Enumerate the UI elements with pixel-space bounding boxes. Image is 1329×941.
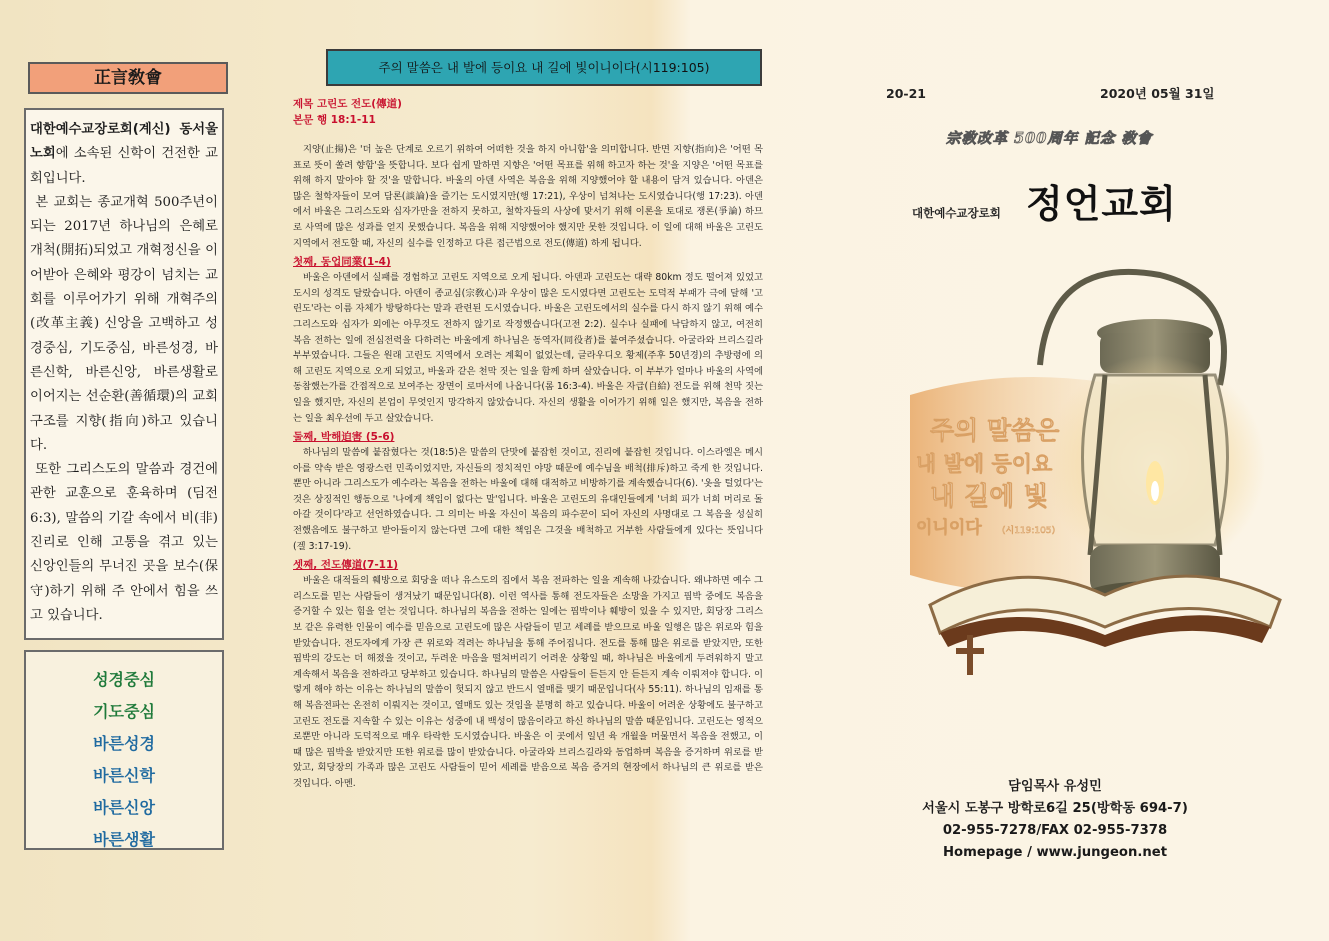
denomination-label: 대한예수교장로회: [912, 206, 1001, 220]
church-hanja-title: 正言敎會: [28, 62, 228, 94]
church-intro-box: [24, 108, 224, 640]
issue-number: 20-21: [886, 86, 926, 101]
core-values-box: [24, 650, 224, 850]
value-item: 바른성경: [93, 734, 155, 754]
anniversary-banner: 宗敎改革 500周年 記念 敎會: [946, 130, 1153, 147]
verse-banner: 주의 말씀은 내 발에 등이요 내 길에 빛이니이다(시119:105): [326, 49, 762, 86]
church-phone: 02-955-7278/FAX 02-955-7378: [942, 823, 1168, 838]
contact-info: [880, 776, 1230, 864]
church-address: 서울시 도봉구 방학로6길 25(방학동 694-7): [922, 801, 1188, 816]
art-verse-ref: (시119:105): [1002, 526, 1056, 536]
lantern-bible-illustration: [890, 255, 1320, 685]
sermon-text-reference: 본문 행 18:1-11: [293, 114, 376, 126]
section-body: 하나님의 말씀에 붙잡혔다는 것(18:5)은 말씀의 단맛에 붙잡힌 것이고, 진리에 붙잡힌 것입니다. 이스라엘은 메시아를 약속 받은 영광스런 민족이었지만, 자신들의 정치적인 야망 때문에 예수님을 배척(排斥)하고 죽게 한 것입니다. 뿐만 아니라 그리스도가 예수라는 복음을 전하는 바울에 대해 대적하고 비방하기를 계속했습니다(6). '옷을 털었다'는 것은 상징적인 행동으로 '나에게 책임이 없다는 말'입니다. 바울은 고린도의 유대인들에게 '너희 피가 너희 머리로 돌아갈 것이다'라고 선언하였습니다. 그 의미는 바울 자신이 복음의 파수꾼이 되어 자신의 사명대로 그 복음을 성실히 전했음에도 불구하고 받아들이지 않는다면 그에 대한 책임은 그것을 배척하고 거부한 사람들에게 있다는 뜻입니다(겔 3:17-19).: [293, 447, 763, 552]
church-name: 정언교회: [1026, 182, 1177, 226]
value-item: 바른생활: [93, 830, 155, 850]
art-verse-line-4: 이니이다: [916, 518, 982, 538]
intro-paragraph-3: 또한 그리스도의 말씀과 경건에 관한 교훈으로 훈육하며 (딤전 6:3), 말씀의 기갈 속에서 비(非) 진리로 인해 고통을 겪고 있는 신앙인들의 무너진 곳을 보수(保守)하기 위해 주 안에서 힘을 쓰고 있습니다.: [30, 462, 218, 623]
intro-paragraph-1: 대한예수교장로회(계신) 동서울 노회에 소속된 신학이 건전한 교회입니다.: [30, 122, 218, 186]
value-item: 성경중심: [93, 670, 155, 690]
section-heading: 셋째, 전도傳道(7-11): [293, 559, 399, 572]
art-verse-line-2: 내 발에 등이요: [916, 452, 1053, 476]
sermon-title: 제목 고린도 전도(傳道): [293, 98, 402, 110]
value-item: 기도중심: [93, 702, 155, 722]
sermon-intro: 지양(止揚)은 '더 높은 단계로 오르기 위하여 어떠한 것을 하지 아니함'을 의미합니다. 반면 지향(指向)은 '어떤 목표로 뜻이 쏠려 향함'을 뜻합니다. 보다 쉽게 말하면 지향은 '어떤 목표를 위해 하고자 하는 것'을 지양은 '어떤 목표를 위해 하지 말아야 할 것'을 말합니다. 바울의 아덴 사역은 복음을 위해 지양했어야 할 내용이 담겨 있습니다. 아덴은 많은 철학자들이 모여 담론(談論)을 즐기는 도시였지만(행 17:21), 우상이 넘쳐나는 도시였습니다(행 17:23). 아덴에서 바울은 그리스도와 십자가만을 전하지 못하고, 철학자들의 사상에 맞서기 위해 이론을 토대로 쟁론(爭論) 하므로 사역에 많은 성과를 얻지 못했습니다. 복음을 위해 지양했어야 했지만 못한 것입니다. 이 일에 대해 바울은 고린도 지역에서 전도할 때, 자신의 실수를 인정하고 다른 접근법으로 전도(傳道) 하게 됩니다.: [293, 144, 763, 249]
pastor-name: 담임목사 유성민: [1008, 779, 1102, 794]
intro-paragraph-2: 본 교회는 종교개혁 500주년이 되는 2017년 하나님의 은혜로 개척(開拓)되었고 개혁정신을 이어받아 은혜와 평강이 넘치는 교회를 이루어가기 위해 개혁주의(改革主義) 신앙을 고백하고 성경중심, 기도중심, 바른성경, 바른신학, 바른신앙, 바른생활로 이어지는 선순환(善循環)의 교회 구조를 지향(指向)하고 있습니다.: [30, 194, 219, 453]
sermon-body: [293, 96, 763, 792]
denomination-bold: 대한예수교장로회(계신) 동서울 노회: [30, 122, 218, 162]
bulletin-date: 2020년 05월 31일: [1100, 86, 1215, 101]
flame-core: [1151, 481, 1159, 501]
left-column: [24, 62, 224, 850]
value-item: 바른신학: [93, 766, 155, 786]
section-body: 바울은 대적들의 훼방으로 회당을 떠나 유스도의 집에서 복음 전파하는 일을 계속해 나갔습니다. 왜냐하면 예수 그리스도를 믿는 사람들이 생겨났기 때문입니다(8). 이런 역사를 통해 전도자들은 소망을 가지고 핍박 중에도 복음을 증거할 수 있는 힘을 얻는 것입니다. 하나님의 복음을 전하는 일에는 핍박이나 훼방이 있을 수 있지만, 회당장 그리스보 같은 유력한 인물이 예수를 믿음으로 고린도에 많은 사람들이 믿고 세례를 받으므로 바울 일행은 많은 위로와 힘을 받았습니다. 전도자에게 가장 큰 위로와 격려는 하나님을 통해 주어집니다. 전도를 통해 많은 위로를 받았지만, 또한 핍박의 강도는 더 해졌을 것이고, 두려운 마음을 떨쳐버리기 어려운 상황일 때, 하나님은 바울에게 두려워하지 말고 계속해서 복음을 전하라고 당부하고 있습니다. 하나님의 말씀은 사람들이 듣든지 안 듣든지 계속 이뤄져야 합니다. 이렇게 해야 하는 이유는 하나님의 말씀이 헛되지 않고 반드시 열매를 맺기 때문입니다(사 55:11). 하나님의 임재를 통해 복음전파는 온전히 이뤄지는 것이고, 열매도 있는 것임을 분명히 하고 있습니다. 바울이 어려운 상황에도 불구하고 고린도 전도를 지속할 수 있는 이유는 성중에 내 백성이 많음이라고 하신 하나님의 말씀 때문입니다. 고린도는 영적으로뿐만 아니라 도덕적으로 매우 타락한 도시였습니다. 바울은 이 곳에서 일년 육 개월을 머물면서 복음을 전했고, 이 때 많은 핍박을 받았지만 또한 위로를 많이 받았습니다. 아굴라와 브리스길라와 동업하며 복음을 증거하며 위로를 받았고, 회당장의 가족과 많은 고린도 사람들이 믿어 세례를 받음으로 복음 증거의 현장에서 하나님의 큰 위로를 받은 것입니다. 아멘.: [293, 575, 763, 789]
art-verse-line-3: 내 길에 빛: [930, 482, 1049, 512]
art-verse-line-1: 주의 말씀은: [930, 416, 1060, 445]
church-homepage[interactable]: Homepage / www.jungeon.net: [943, 845, 1167, 860]
section-heading: 첫째, 동업同業(1-4): [293, 256, 391, 269]
value-item: 바른신앙: [93, 798, 155, 818]
section-heading: 둘째, 박해迫害 (5-6): [293, 431, 395, 444]
section-body: 바울은 아덴에서 실패를 경험하고 고린도 지역으로 오게 됩니다. 아덴과 고린도는 대략 80km 정도 떨어져 있었고 도시의 성격도 달랐습니다. 아덴이 종교심(宗敎心)과 우상이 많은 도시였다면 고린도는 도덕적 부패가 극에 달해 '고린도'라는 이름 자체가 방탕하다는 말과 관련된 도시였습니다. 바울은 고린도에서의 실수를 다시 하지 않기 위해 예수 그리스도와 십자가 외에는 아무것도 전하지 않기로 작정했습니다(고전 2:2). 실수나 실패에 낙담하지 않고, 여전히 복음 전하는 일에 전심전력을 다하려는 바울에게 하나님은 동역자(同役者)를 붙여주셨습니다. 아굴라와 브리스길라 부부였습니다. 그들은 원래 고린도 지역에서 오려는 계획이 없었는데, 글라우디오 황제(주후 50년경)의 추방령에 의해 고린도 지역으로 오게 되었고, 바울과 같은 천막 짓는 일을 함께 하며 살았습니다. 이 부부가 얼마나 바울의 사역에 동참했는가를 간접적으로 보여주는 장면이 로마서에 나옵니다(롬 16:3-4). 바울은 자급(自給) 전도를 위해 천막 짓는 일을 했지만, 자신의 본업이 무엇인지 망각하지 않았습니다. 자신의 생활을 이어가기 위해 일은 했지만, 복음을 전하는 일을 최우선에 두고 살았습니다.: [293, 272, 763, 424]
